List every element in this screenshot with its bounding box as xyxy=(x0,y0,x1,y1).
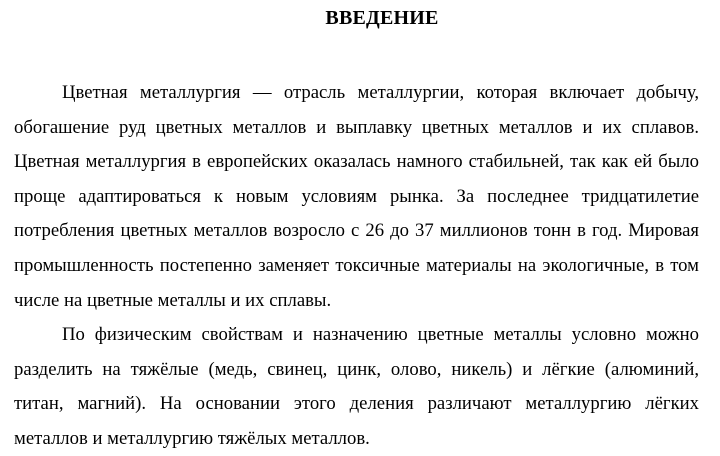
paragraph-1: Цветная металлургия — отрасль металлургии, которая включает добычу, обогашение руд цветных металлов и выплавку цветных металлов и их сплавов. Цветная металлургия в европейских оказалась намного стабильней, так как ей было проще адаптироваться к новым условиям рынка. За последнее тридцатилетие потребления цветных металлов возросло с 26 до 37 миллионов тонн в год. Мировая промышленность постепенно заменяет токсичные материалы на экологичные, в том числе на цветные металлы и их сплавы. xyxy=(14,82,699,311)
page-title: ВВЕДЕНИЕ xyxy=(325,7,439,29)
paragraph-2: По физическим свойствам и назначению цветные металлы условно можно разделить на тяжёлые (медь, свинец, цинк, олово, никель) и лёгкие (алюминий, титан, магний). На основании этого деления различают металлургию лёгких металлов и металлургию тяжёлых металлов. xyxy=(14,324,699,449)
